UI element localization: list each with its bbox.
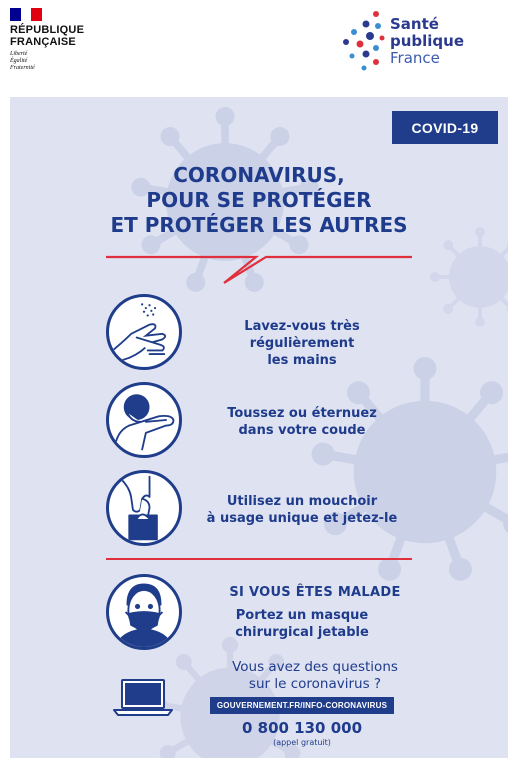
republique-francaise-logo	[10, 24, 84, 48]
spf-line1: Santé	[390, 15, 439, 33]
tip-3-line2: à usage unique et jetez-le	[206, 511, 398, 526]
face-mask-icon	[106, 574, 182, 650]
sick-heading: SI VOUS ÊTES MALADE	[229, 585, 401, 600]
tip-mask	[200, 607, 404, 641]
tip-3-line1: Utilisez un mouchoir	[226, 494, 378, 509]
hand-washing-icon	[106, 294, 182, 370]
questions-text	[190, 659, 440, 693]
phone-number[interactable]: 0 800 130 000	[241, 719, 363, 737]
spf-line3: France	[390, 49, 440, 67]
tip-tissue	[194, 493, 410, 527]
tip-2-line2: dans votre coude	[238, 423, 366, 438]
tip-1-line1: Lavez-vous très régulièrement	[244, 319, 360, 351]
speech-bubble-divider	[106, 253, 412, 287]
mask-line1: Portez un masque	[235, 608, 369, 623]
covid-19-badge: COVID-19	[392, 111, 498, 144]
virus-background-icon	[430, 227, 508, 327]
title-line3: ET PROTÉGER LES AUTRES	[110, 213, 408, 237]
motto-liberte: Liberté	[10, 51, 28, 57]
header	[0, 0, 518, 96]
poster-title	[60, 163, 458, 238]
info-coronavirus-link[interactable]: GOUVERNEMENT.FR/INFO-CORONAVIRUS	[210, 697, 394, 714]
title-line2: POUR SE PROTÉGER	[146, 188, 372, 212]
tip-hand-washing	[190, 318, 414, 369]
french-flag-icon	[10, 8, 42, 21]
rf-name-line2: FRANÇAISE	[10, 36, 76, 48]
motto-fraternite: Fraternité	[10, 65, 35, 71]
phone-note: (appel gratuit)	[273, 738, 331, 747]
laptop-icon	[112, 678, 174, 718]
spf-line2: publique	[390, 32, 465, 50]
tip-cough-elbow	[200, 405, 404, 439]
rf-name-line1: RÉPUBLIQUE	[10, 24, 85, 36]
cough-elbow-icon	[106, 382, 182, 458]
tip-1-line2: les mains	[267, 353, 337, 368]
sante-publique-france-logo	[390, 16, 464, 67]
questions-line2: sur le coronavirus ?	[248, 676, 382, 692]
questions-line1: Vous avez des questions	[232, 659, 398, 675]
tissue-icon	[106, 470, 182, 546]
sante-publique-dots-icon	[342, 8, 386, 74]
mask-line2: chirurgical jetable	[235, 625, 369, 640]
tip-2-line1: Toussez ou éternuez	[227, 406, 377, 421]
rf-motto	[10, 51, 35, 72]
section-divider	[106, 558, 412, 560]
title-line1: CORONAVIRUS,	[173, 163, 345, 187]
motto-egalite: Égalité	[10, 58, 28, 64]
virus-background-icon	[310, 357, 508, 587]
